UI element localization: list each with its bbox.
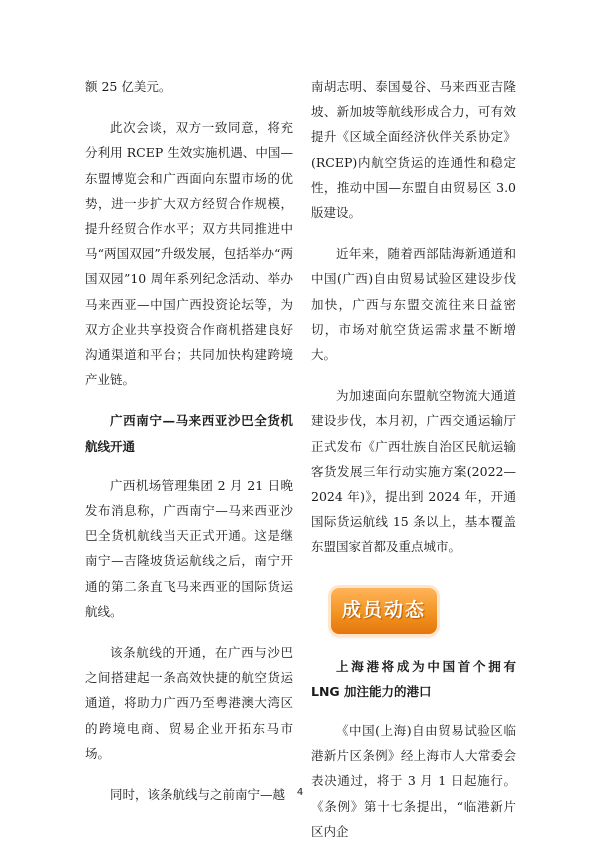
badge-label: 成员动态 xyxy=(341,599,426,622)
paragraph: 南胡志明、泰国曼谷、马来西亚吉隆坡、新加坡等航线形成合力，可有效提升《区域全面经济伙伴关系协定》(RCEP)内航空货运的连通性和稳定性，推动中国—东盟自由贸易区 3.0 版建设。 xyxy=(311,79,516,221)
paragraph: 《中国(上海)自由贸易试验区临港新片区条例》经上海市人大常委会表决通过，将于 3 月 1 日起施行。《条例》第十七条提出，“临港新片区内企 xyxy=(311,723,516,839)
paragraph: 该条航线的开通，在广西与沙巴之间搭建起一条高效快捷的航空货运通道，将助力广西乃至粤港澳大湾区的跨境电商、贸易企业开拓东马市场。 xyxy=(85,645,293,761)
paragraph: 额 25 亿美元。 xyxy=(85,79,172,94)
left-column xyxy=(85,74,293,823)
page-number: 4 xyxy=(296,787,304,798)
paragraph: 广西机场管理集团 2 月 21 日晚发布消息称，广西南宁—马来西亚沙巴全货机航线当天正式开通。这是继南宁—吉隆坡货运航线之后，南宁开通的第二条直飞马来西亚的国际货运航线。 xyxy=(85,477,293,619)
section-heading: 广西南宁—马来西亚沙巴全货机航线开通 xyxy=(85,413,293,454)
paragraph: 同时，该条航线与之前南宁—越 xyxy=(110,787,286,803)
member-news-badge xyxy=(331,588,437,634)
section-heading: 上海港将成为中国首个拥有 LNG 加注能力的港口 xyxy=(311,658,516,699)
right-column xyxy=(311,74,516,860)
section-badge-container xyxy=(311,588,516,644)
paragraph: 此次会谈，双方一致同意，将充分利用 RCEP 生效实施机遇、中国—东盟博览会和广西面向东盟市场的优势，进一步扩大双方经贸合作规模，提升经贸合作水平；双方共同推进中马“两国双园”升级发展，包括举办“两国双园”10 周年系列纪念活动、举办马来西亚—中国广西投资论坛等，为双方企业共享投资合作商机搭建良好沟通渠道和平台；共同加快构建跨境产业链。 xyxy=(85,120,293,388)
paragraph: 近年来，随着西部陆海新通道和中国(广西)自由贸易试验区建设步伐加快，广西与东盟交流往来日益密切，市场对航空货运需求量不断增大。 xyxy=(311,246,516,363)
paragraph: 为加速面向东盟航空物流大通道建设步伐，本月初，广西交通运输厅正式发布《广西壮族自治区民航运输客货发展三年行动实施方案(2022—2024 年)》，提出到 2024 年，开通国际货运航线 15 条以上，基本覆盖东盟国家首都及重点城市。 xyxy=(311,388,516,555)
